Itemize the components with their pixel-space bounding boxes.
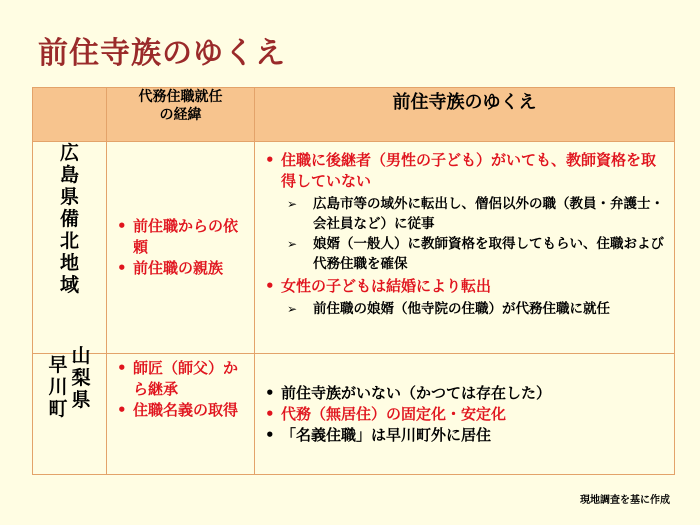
list-item: • 住職名義の取得 <box>113 400 250 421</box>
sub-list-item: ➢ 前住職の娘婿（他寺院の住職）が代務住職に就任 <box>261 299 666 319</box>
outcome-cell-yamanashi <box>255 354 675 475</box>
table-header-row <box>33 88 675 142</box>
header-reason-line2: の経緯 <box>159 107 202 123</box>
region-label-hiroshima: 広 島 県 備 北 地 域 <box>59 142 79 296</box>
header-outcome <box>255 88 675 142</box>
reason-cell-hiroshima <box>107 142 255 354</box>
list-item: • 「名義住職」は早川町外に居住 <box>261 425 666 446</box>
list-item: • 前住職からの依頼 <box>113 216 250 258</box>
list-item: • 代務（無居住）の固定化・安定化 <box>261 404 666 425</box>
region-label-yamanashi: 山 梨 県 <box>71 345 91 411</box>
sub-list-item: ➢ 娘婿（一般人）に教師資格を取得してもらい、住職および代務住職を確保 <box>261 234 666 274</box>
table-row <box>33 142 675 354</box>
list-item: • 前住職の親族 <box>113 258 250 279</box>
source-note: 現地調査を基に作成 <box>580 495 670 506</box>
table-row <box>33 354 675 475</box>
reason-cell-yamanashi <box>107 354 255 475</box>
region-cell-yamanashi <box>33 345 107 475</box>
list-item: • 住職に後継者（男性の子ども）がいても、教師資格を取得していない <box>261 150 666 192</box>
region-label-hayakawa: 早 川 町 <box>48 354 68 420</box>
header-reason <box>107 88 255 142</box>
list-item: • 前住寺族がいない（かつては存在した） <box>261 383 666 404</box>
outcome-cell-hiroshima <box>255 142 675 354</box>
sub-list-item: ➢ 広島市等の域外に転出し、僧侶以外の職（教員・弁護士・会社員など）に従事 <box>261 194 666 234</box>
region-cell-hiroshima <box>33 142 107 354</box>
slide-title: 前住寺族のゆくえ <box>38 36 286 71</box>
header-empty-cell <box>33 88 107 142</box>
comparison-table <box>32 87 675 475</box>
list-item: • 女性の子どもは結婚により転出 <box>261 276 666 297</box>
header-outcome-label: 前住寺族のゆくえ <box>392 92 537 113</box>
header-reason-line1: 代務住職就任 <box>138 89 223 105</box>
list-item: • 師匠（師父）から継承 <box>113 358 250 400</box>
